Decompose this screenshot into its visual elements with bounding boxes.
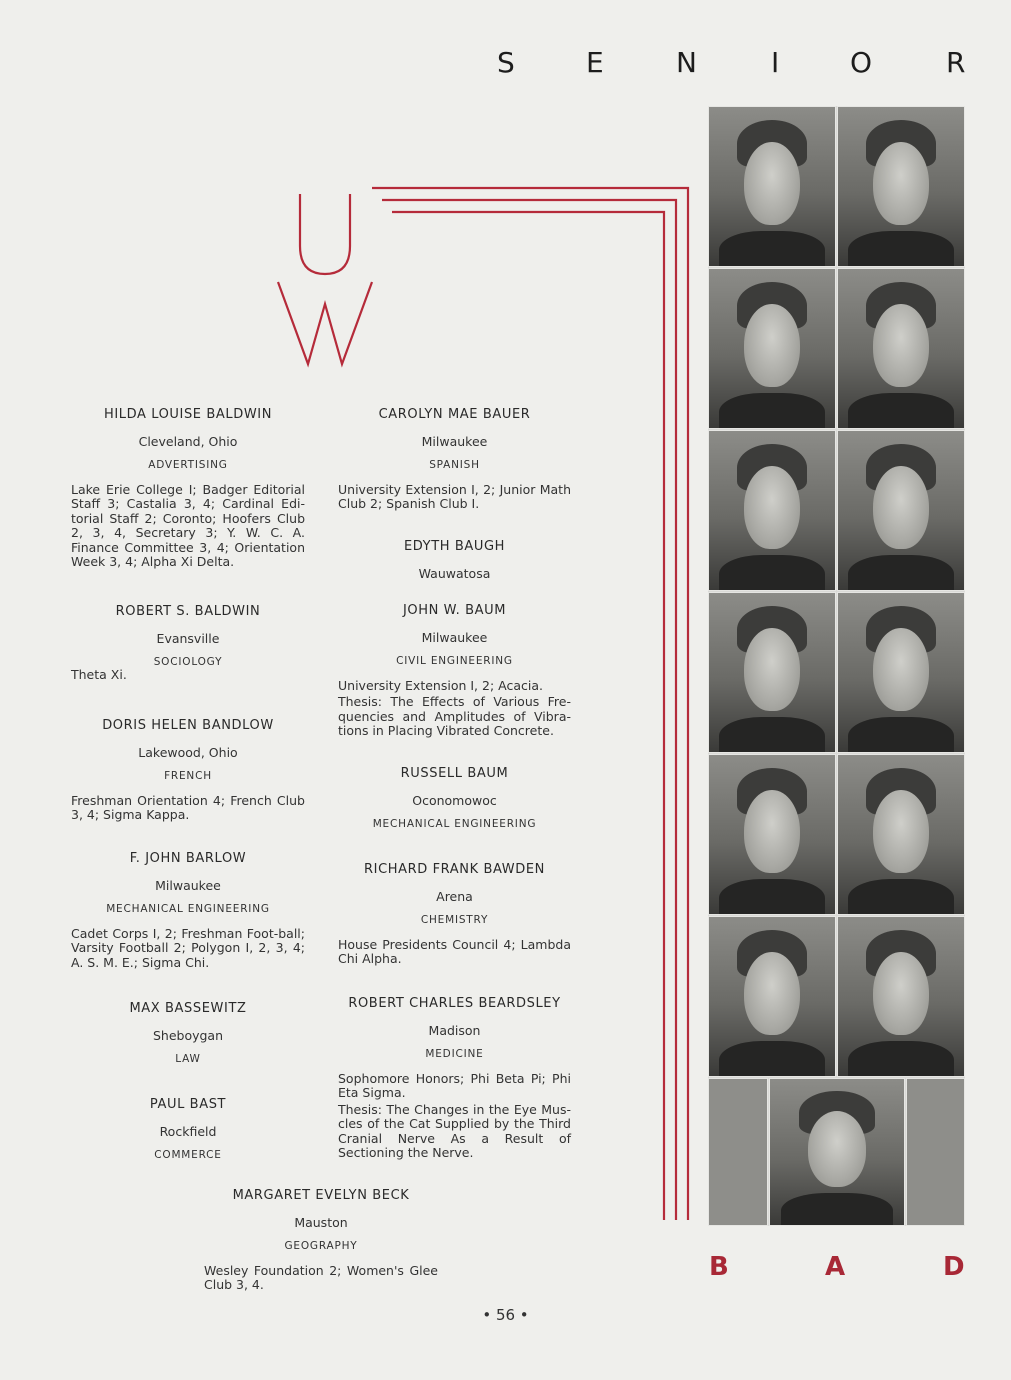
department: GEOGRAPHY	[284, 1240, 358, 1252]
student-name: ROBERT CHARLES BEARDSLEY	[348, 996, 561, 1011]
activities: University Extension I, 2; Acacia.	[338, 677, 543, 693]
department: ADVERTISING	[148, 459, 228, 471]
hometown: Sheboygan	[152, 1027, 224, 1043]
header-letter-n: N	[676, 46, 697, 79]
portrait-photo	[708, 916, 836, 1077]
entry-edyth-baugh	[338, 540, 571, 590]
portrait-photo	[837, 916, 965, 1077]
department: SPANISH	[429, 459, 480, 471]
department: CIVIL ENGINEERING	[396, 655, 513, 667]
hometown: Milwaukee	[421, 433, 488, 449]
portrait-photo	[837, 754, 965, 915]
student-name: ROBERT S. BALDWIN	[115, 604, 261, 619]
thesis: Thesis: The Changes in the Eye Mus-cles of the Cat Supplied by the Third Cranial Nerve As a Result of Sectioning the Nerve.	[338, 1101, 571, 1160]
department: MECHANICAL ENGINEERING	[372, 818, 537, 830]
entry-richard-bawden	[338, 863, 571, 967]
portrait-photo	[837, 592, 965, 753]
entry-carolyn-bauer	[338, 408, 571, 512]
department: MECHANICAL ENGINEERING	[106, 903, 270, 915]
activities: University Extension I, 2; Junior Math Club 2; Spanish Club I.	[338, 481, 571, 511]
student-name: CAROLYN MAE BAUER	[378, 407, 531, 422]
hometown: Lakewood, Ohio	[138, 744, 238, 760]
thesis: Thesis: The Effects of Various Fre-quencies and Amplitudes of Vibra-tions in Placing Vibrated Concrete.	[338, 694, 571, 738]
portrait-photo	[837, 106, 965, 267]
student-name: RICHARD FRANK BAWDEN	[364, 862, 545, 877]
student-name: F. JOHN BARLOW	[129, 851, 247, 866]
student-name: RUSSELL BAUM	[400, 766, 509, 781]
footer-letter-d: D	[943, 1252, 965, 1282]
portrait-photo	[708, 592, 836, 753]
student-name: PAUL BAST	[149, 1097, 227, 1112]
student-name: DORIS HELEN BANDLOW	[102, 718, 274, 733]
page-number: • 56 •	[482, 1306, 529, 1324]
entry-robert-beardsley	[338, 997, 571, 1161]
portrait-photo	[708, 268, 836, 429]
hometown: Mauston	[294, 1214, 348, 1230]
header-letter-i: I	[771, 46, 780, 79]
activities: Theta Xi.	[71, 666, 127, 682]
student-name: JOHN W. BAUM	[402, 603, 507, 618]
header-letter-e: E	[586, 46, 604, 79]
hometown: Wauwatosa	[418, 565, 491, 581]
activities: Wesley Foundation 2; Women's Glee Club 3, 4.	[204, 1262, 438, 1292]
portrait-photo	[837, 268, 965, 429]
activities: Cadet Corps I, 2; Freshman Foot-ball; Varsity Football 2; Polygon I, 2, 3, 4; A. S. M. E.; Sigma Chi.	[71, 925, 305, 970]
blank-panel	[906, 1078, 965, 1226]
portrait-photo	[769, 1078, 905, 1226]
entry-john-barlow	[71, 852, 305, 970]
header-letter-r: R	[946, 46, 966, 79]
student-name: EDYTH BAUGH	[403, 539, 506, 554]
entry-max-bassewitz	[71, 1002, 305, 1077]
hometown: Milwaukee	[421, 629, 488, 645]
student-name: HILDA LOUISE BALDWIN	[103, 407, 273, 422]
department: COMMERCE	[154, 1149, 222, 1161]
portrait-photo	[708, 754, 836, 915]
student-name: MARGARET EVELYN BECK	[232, 1188, 410, 1203]
portrait-photo	[708, 106, 836, 267]
entry-paul-bast	[71, 1098, 305, 1173]
footer-letter-b: B	[709, 1252, 729, 1282]
hometown: Oconomowoc	[412, 792, 497, 808]
entry-robert-baldwin	[71, 605, 305, 682]
portrait-photo	[837, 430, 965, 591]
hometown: Arena	[436, 888, 473, 904]
activities: Sophomore Honors; Phi Beta Pi; Phi Eta Sigma.	[338, 1070, 571, 1100]
student-name: MAX BASSEWITZ	[129, 1001, 247, 1016]
entry-hilda-baldwin	[71, 408, 305, 570]
department: LAW	[175, 1053, 201, 1065]
entry-john-baum	[338, 604, 571, 739]
footer-letter-a: A	[825, 1252, 846, 1282]
hometown: Cleveland, Ohio	[138, 433, 238, 449]
activities: Lake Erie College I; Badger Editorial Staff 3; Castalia 3, 4; Cardinal Edi-torial Staff 2; Coronto; Hoofers Club 2, 3, 4, Secretary 3; Y. W. C. A. Finance Committee 3, 4; Orientation Week 3, 4; Alpha Xi Delta.	[71, 481, 305, 569]
portrait-grid	[708, 106, 965, 1226]
activities: Freshman Orientation 4; French Club 3, 4; Sigma Kappa.	[71, 792, 305, 822]
department: MEDICINE	[425, 1048, 484, 1060]
header-letter-o: O	[850, 46, 873, 79]
activities: House Presidents Council 4; Lambda Chi Alpha.	[338, 936, 571, 966]
department: FRENCH	[164, 770, 212, 782]
entry-doris-bandlow	[71, 719, 305, 823]
uw-logo	[270, 186, 380, 376]
hometown: Evansville	[156, 630, 220, 646]
department: CHEMISTRY	[420, 914, 489, 926]
portrait-photo	[708, 430, 836, 591]
header-letter-s: S	[497, 46, 515, 79]
hometown: Madison	[428, 1022, 481, 1038]
entry-russell-baum	[338, 767, 571, 842]
entry-margaret-beck	[204, 1189, 438, 1293]
blank-panel	[708, 1078, 768, 1226]
department: SOCIOLOGY	[153, 656, 223, 668]
hometown: Rockfield	[159, 1123, 217, 1139]
hometown: Milwaukee	[155, 877, 221, 893]
